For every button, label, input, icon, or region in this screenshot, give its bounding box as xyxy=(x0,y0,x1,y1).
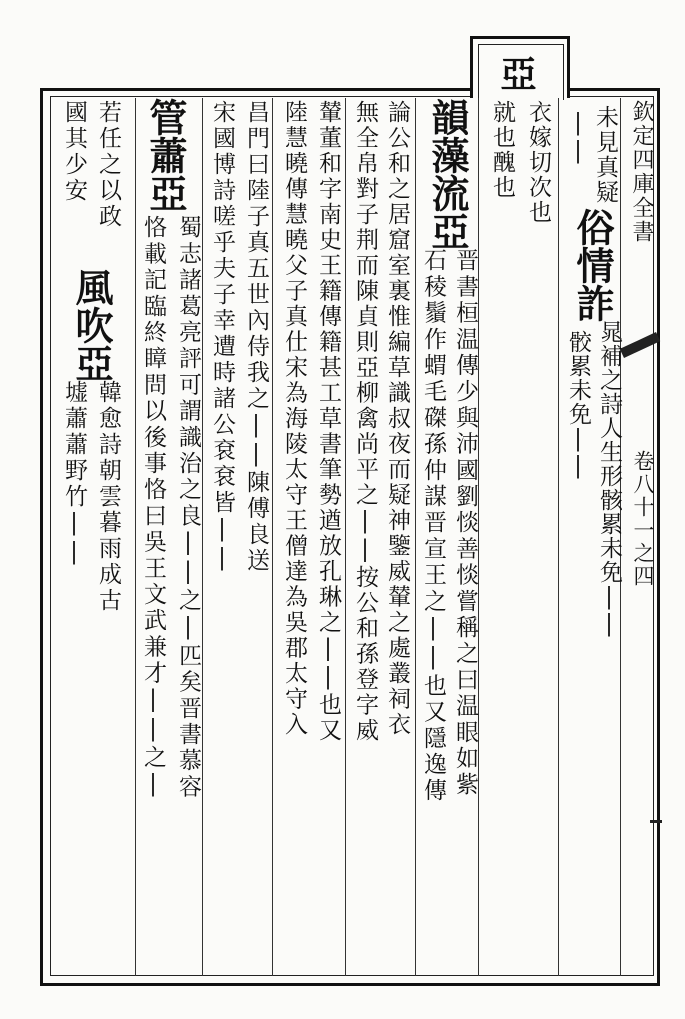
text-column: 衣嫁切次也 xyxy=(525,100,551,225)
text-column: 宋國博詩嗟乎夫子幸遭時諸公袞袞皆|| xyxy=(209,100,235,574)
entry-heading: 韻藻流亞 xyxy=(425,98,470,250)
entry-heading: 風吹亞 xyxy=(69,268,114,382)
column-rule xyxy=(415,98,416,976)
text-column: 晋書桓温傳少與沛國劉惔善惔嘗稱之曰温眼如紫 xyxy=(452,248,478,799)
text-column: 陸慧曉傳慧曉父子真仕宋為海陵太守王僧達為吳郡太守入 xyxy=(281,100,307,738)
text-column: 論公和之居窟室裏惟編草識叔夜而疑神鑒威輦之處叢祠衣 xyxy=(384,100,410,738)
text-column: 就也醜也 xyxy=(489,100,515,200)
column-rule xyxy=(272,98,273,976)
text-column: 晁補之詩人生形骸累未免|| xyxy=(596,320,622,638)
entry-heading: 俗情詐 xyxy=(570,208,615,322)
text-column: 若任之以政 xyxy=(95,100,121,230)
text-column: 昌門曰陸子真五世內侍我之||陳傅良送 xyxy=(243,100,269,574)
entry-heading: 亞 xyxy=(495,55,537,91)
text-column: 輦董和字南史王籍傳籍甚工草書筆勢遒放孔琳之||也又 xyxy=(315,100,341,744)
text-column: 骹累未免|| xyxy=(565,330,591,480)
juan-label: 卷八十一之四 xyxy=(631,450,655,588)
text-column: 恪載記臨終瞕問以後事恪曰吳王文武兼才||之| xyxy=(140,215,166,801)
text-column: 蜀志諸葛亮評可謂識治之良||之|匹矣晋書慕容 xyxy=(175,215,201,801)
column-rule xyxy=(345,98,346,976)
margin-tick xyxy=(650,820,662,823)
column-rule xyxy=(558,98,559,976)
column-rule xyxy=(202,98,203,976)
text-column: 國其少安 xyxy=(61,100,87,204)
text-column: 墟蕭蕭野竹|| xyxy=(61,380,87,568)
entry-heading: 管蕭亞 xyxy=(143,98,188,212)
column-rule xyxy=(478,98,479,976)
text-column: 石稜鬚作蝟毛磔孫仲謀晋宣王之||也又隱逸傳 xyxy=(420,248,446,805)
text-column: || xyxy=(565,110,591,166)
column-rule xyxy=(135,98,136,976)
margin-header: 欽定四庫全書 xyxy=(629,100,654,244)
text-column: 韓愈詩朝雲暮雨成古 xyxy=(95,380,121,614)
text-column: 無全帛對子荆而陳貞則亞柳禽尚平之||按公和孫登字威 xyxy=(352,100,378,744)
text-column: 未見真疑 xyxy=(592,105,618,205)
